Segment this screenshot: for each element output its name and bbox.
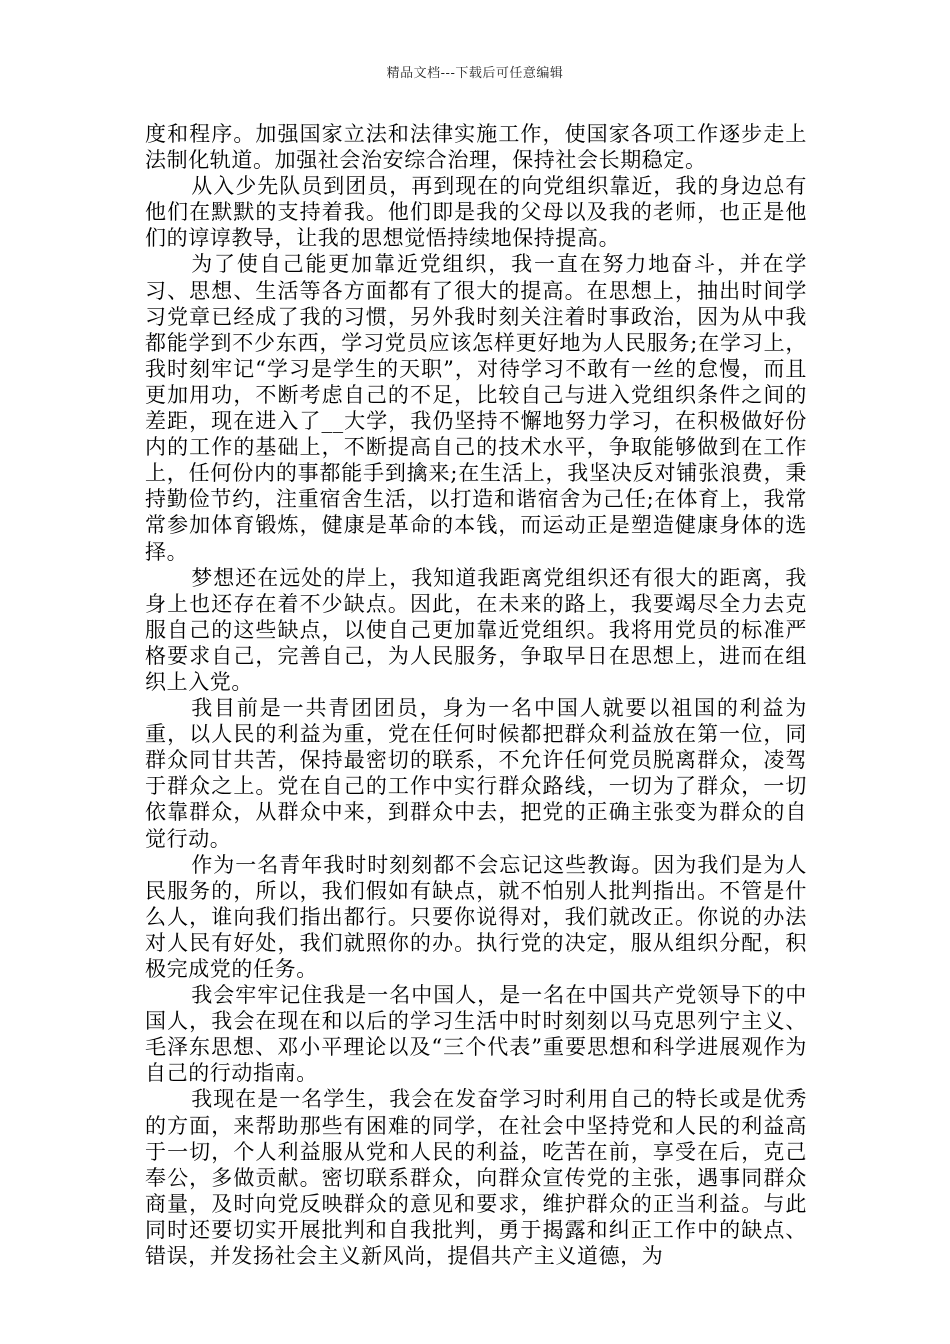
paragraph-8: 我现在是一名学生，我会在发奋学习时利用自己的特长或是优秀的方面，来帮助那些有困难的同学，在社会中坚持党和人民的利益高于一切，个人利益服从党和人民的利益，吃苦在前，享受在后，克己奉公，多做贡献。密切联系群众，向群众宣传党的主张，遇事同群众商量，及时向党反映群众的意见和要求，维护群众的正当利益。与此同时还要切实开展批判和自我批判，勇于揭露和纠正工作中的缺点、错误，并发扬社会主义新风尚，提倡共产主义道德，为 — [145, 1087, 807, 1269]
paragraph-5: 我目前是一共青团团员，身为一名中国人就要以祖国的利益为重，以人民的利益为重，党在任何时候都把群众利益放在第一位，同群众同甘共苦，保持最密切的联系，不允许任何党员脱离群众，凌驾于群众之上。党在自己的工作中实行群众路线，一切为了群众，一切依靠群众，从群众中来，到群众中去，把党的正确主张变为群众的自觉行动。 — [145, 696, 807, 851]
paragraph-1: 度和程序。加强国家立法和法律实施工作，使国家各项工作逐步走上法制化轨道。加强社会治安综合治理，保持社会长期稳定。 — [145, 122, 807, 173]
document-body — [145, 121, 807, 1269]
paragraph-6: 作为一名青年我时时刻刻都不会忘记这些教诲。因为我们是为人民服务的，所以，我们假如有缺点，就不怕别人批判指出。不管是什么人，谁向我们指出都行。只要你说得对，我们就改正。你说的办法对人民有好处，我们就照你的办。执行党的决定，服从组织分配，积极完成党的任务。 — [145, 852, 807, 981]
paragraph-3: 为了使自己能更加靠近党组织，我一直在努力地奋斗，并在学习、思想、生活等各方面都有了很大的提高。在思想上，抽出时间学习党章已经成了我的习惯，另外我时刻关注着时事政治，因为从中我都能学到不少东西，学习党员应该怎样更好地为人民服务;在学习上，我时刻牢记“学习是学生的天职”，对待学习不敢有一丝的怠慢，而且更加用功，不断考虑自己的不足，比较自己与进入党组织条件之间的差距，现在进入了__大学，我仍坚持不懈地努力学习，在积极做好份内的工作的基础上，不断提高自己的技术水平，争取能够做到在工作上，任何份内的事都能手到擒来;在生活上，我坚决反对铺张浪费，秉持勤俭节约，注重宿舍生活，以打造和谐宿舍为己任;在体育上，我常常参加体育锻炼，健康是革命的本钱，而运动正是塑造健康身体的选择。 — [145, 252, 807, 564]
page-header: 精品文档---下载后可任意编辑 — [386, 66, 564, 81]
paragraph-7: 我会牢牢记住我是一名中国人，是一名在中国共产党领导下的中国人，我会在现在和以后的学习生活中时时刻刻以马克思列宁主义、毛泽东思想、邓小平理论以及“三个代表”重要思想和科学进展观作为自己的行动指南。 — [145, 983, 807, 1086]
paragraph-2: 从入少先队员到团员，再到现在的向党组织靠近，我的身边总有他们在默默的支持着我。他们即是我的父母以及我的老师，也正是他们的谆谆教导，让我的思想觉悟持续地保持提高。 — [145, 174, 807, 251]
paragraph-4: 梦想还在远处的岸上，我知道我距离党组织还有很大的距离，我身上也还存在着不少缺点。因此，在未来的路上，我要竭尽全力去克服自己的这些缺点，以使自己更加靠近党组织。我将用党员的标准严格要求自己，完善自己，为人民服务，争取早日在思想上，进而在组织上入党。 — [145, 565, 807, 694]
